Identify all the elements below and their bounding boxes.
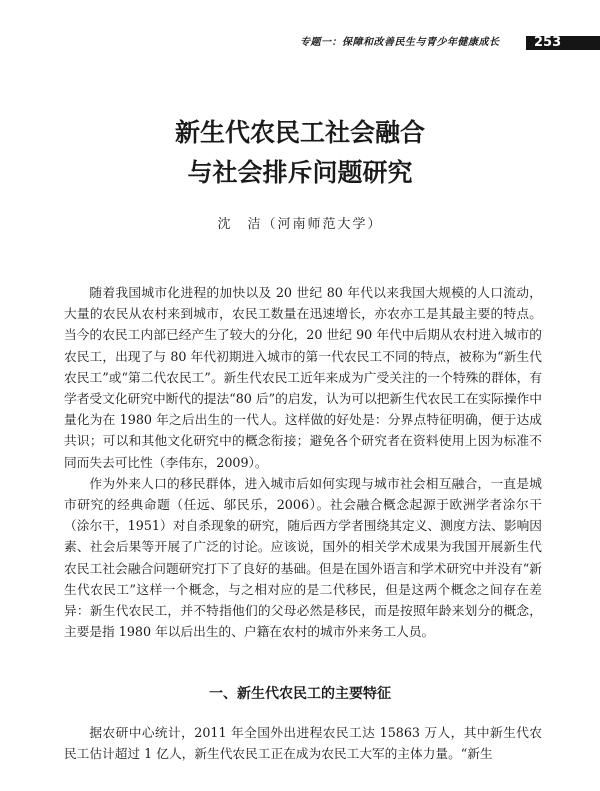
page-number: 253 — [526, 36, 600, 50]
running-title: 专题一：保障和改善民生与青少年健康成长 — [300, 37, 500, 48]
paragraph-3: 据农研中心统计，2011 年全国外出进程农民工达 15863 万人，其中新生代农民工估计超过 1 亿人，新生代农民工正在成为农民工大军的主体力量。“新生 — [64, 725, 542, 762]
section-body — [64, 722, 542, 764]
section-heading: 一、新生代农民工的主要特征 — [209, 686, 391, 702]
running-header — [0, 30, 600, 54]
paragraph-1: 随着我国城市化进程的加快以及 20 世纪 80 年代以来我国大规模的人口流动，大量的农民从农村来到城市，农民工数量在迅速增长，亦农亦工是其最主要的特点。当今的农民工内部已经产生了较大的分化，20 世纪 90 年代中后期从农村进入城市的农民工，出现了与 80 年代初期进入城市的第一代农民工不同的特点，被称为“新生代农民工”或“第二代农民工”。新生代农民工近年来成为广受关注的一个特殊的群体，有学者受文化研究中断代的提法“80 后”的启发，认为可以把新生代农民工在实际操作中量化为在 1980 年之后出生的一代人。这样做的好处是：分界点特征明确，便于达成共识；可以和其他文化研究中的概念衔接；避免各个研究者在资料使用上因为标准不同而失去可比性（李伟东，2009）。 — [64, 285, 542, 470]
article-title — [0, 113, 600, 193]
title-line-1: 新生代农民工社会融合 — [174, 118, 425, 147]
title-line-2: 与社会排斥问题研究 — [187, 158, 413, 187]
paragraph-2: 作为外来人口的移民群体，进入城市后如何实现与城市社会相互融合，一直是城市研究的经典命题（任远、邬民乐，2006）。社会融合概念起源于欧洲学者涂尔干（涂尔干，1951）对自杀现象的研究，随后西方学者围绕其定义、测度方法、影响因素、社会后果等开展了广泛的讨论。应该说，国外的相关学术成果为我国开展新生代农民工社会融合问题研究打下了良好的基础。但是在国外语言和学术研究中并没有“新生代农民工”这样一个概念，与之相对应的是二代移民，但是这两个概念之间存在差异：新生代农民工，并不特指他们的父母必然是移民，而是按照年龄来划分的概念，主要是指 1980 年以后出生的、户籍在农村的城市外来务工人员。 — [64, 475, 542, 640]
article-body — [64, 282, 542, 642]
author-affiliation: 沈 洁（河南师范大学） — [217, 217, 383, 232]
